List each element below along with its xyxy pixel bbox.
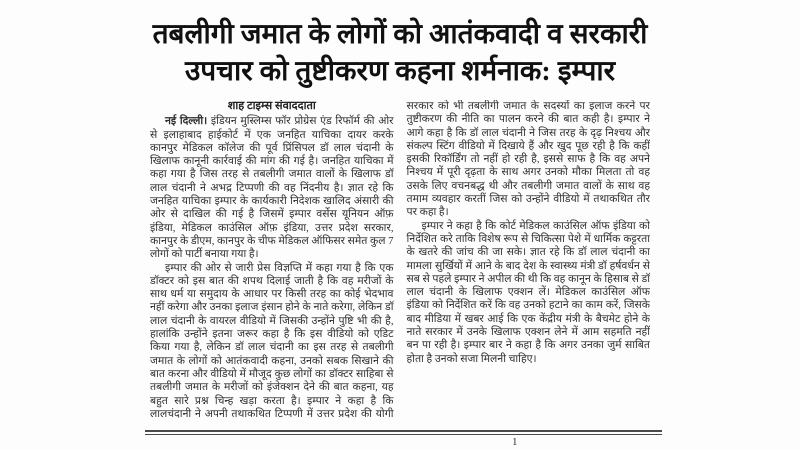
article-headline: [110, 16, 690, 90]
byline: शाह टाइम्स संवाददाता: [227, 100, 316, 112]
page-number: 1: [512, 436, 518, 448]
article-bottom-divider: [145, 430, 662, 435]
dateline: नई दिल्ली।: [165, 115, 208, 128]
headline-line-1: तबलीगी जमात के लोगों को आतंकवादी व सरकारी: [152, 19, 648, 50]
paragraph-2: इम्पार की ओर से जारी प्रेस विज्ञप्ति में कहा गया है कि एक डॉक्टर को इस बात की शपथ दिलाई जाती है कि वह मरीजों के साथ धर्म या समुदाय के आधार पर किसी तरह का कोई भेदभाव नहीं करेगा और उनका इलाज इंसान होने के नाते करेगा, लेकिन डॉ लाल चंदानी के वायरल वीडियो में जिसकी उन्होंने पुष्टि भी की है, हालांकि उन्होंने इतना जरूर कहा है कि इस वीडियो को एडिट किया गया है, लेकिन डॉ लाल चंदानी का इस तरह से तबलीगी जमात के लोगों को आतंकवादी कहना, उनको सबक सिखाने की बात करना और वीडियो में मौजूद कुछ लोगों का डॉक्टर साहिबा से तबलीगी जमात के मरीजों को इंजेक्शन देने की बात कहना, यह बहुत सारे प्रश्न चिन्ह खड़ा करता है। इम्पार ने कहा है कि लालचंदानी ने अपनी तथाकथित टिप्पणी में उत्तर प्रदेश की योगी सरकार को भी तबलीगी जमात के सदस्यों का इलाज करने पर तुष्टीकरण की नीति का पालन करने की बात कही है। इम्पार ने आगे कहा है कि डॉ लाल चंदानी ने जिस तरह के दृढ़ निश्चय और संकल्प स्टिंग वीडियो में दिखाये हैं और खुद पूछ रही है कि कहीं इसकी रिकॉर्डिंग तो नहीं हो रही है, इससे साफ है कि वह अपने निश्चय में पूरी दृढ़ता के साथ अगर उनको मौका मिलता तो वह उसके लिए वचनबद्ध थी और तबलीगी जमात वालों के साथ वह तमाम व्यवहार करतीं जिस को उन्होंने वीडियो में तथाकथित तौर पर कहा है।: [150, 100, 650, 420]
paragraph-1-text: इंडियन मुस्लिम्स फॉर प्रोग्रेस एंड रिफॉर्म की ओर से इलाहाबाद हाईकोर्ट में एक जनहित याचिका दायर करके कानपुर मेडिकल कॉलेज की पूर्व प्रिंसिपल डॉ लाल चंदानी के खिलाफ कानूनी कार्रवाई की मांग की गई है। जनहित याचिका में कहा गया है जिस तरह से तबलीगी जमात वालों के खिलाफ डॉ लाल चंदानी ने अभद्र टिप्पणी की वह निंदनीय है। ज्ञात रहे कि जनहित याचिका इम्पार के कार्यकारी निदेशक खालिद अंसारी की ओर से दाखिल की गई है जिसमें इम्पार वर्सेस यूनियन ऑफ़ इंडिया, मेडिकल काउंसिल ऑफ़ इंडिया, उत्तर प्रदेश सरकार, कानपुर के डीएम, कानपुर के चीफ मेडिकल ऑफिसर समेत कुल 7 लोगों को पार्टी बनाया गया है।: [150, 115, 394, 261]
article-body-columns: [150, 100, 650, 424]
paragraph-1: [150, 115, 394, 261]
paragraph-3: इम्पार ने कहा है कि कोर्ट मेडिकल काउंसिल ऑफ इंडिया को निर्देशित करे ताकि विशेष रूप से चिकित्सा पेशे में धार्मिक कट्टरता के खतरे की जांच की जा सके। ज्ञात रहे कि डॉ लाल चंदानी का मामला सुर्खियों में आने के बाद देश के स्वास्थ्य मंत्री डॉ हर्षवर्धन से सब से पहले इम्पार ने अपील की थी कि वह कानून के हिसाब से डॉ लाल चंदानी के खिलाफ एक्शन लें। मेडिकल काउंसिल ऑफ इंडिया को निर्देशित करें कि वह उनको हटाने का काम करें, जिसके बाद मीडिया में खबर आई कि एक केंद्रीय मंत्री के बैचमेट होने के नाते सरकार में उनके खिलाफ एक्शन लेने में आम सहमति नहीं बन पा रही है। इम्पार बार ने कहा है कि अगर उनका जुर्म साबित होता है उनको सजा मिलनी चाहिए।: [406, 219, 650, 365]
headline-line-2: उपचार को तुष्टीकरण कहना शर्मनाक: इम्पार: [184, 56, 616, 87]
